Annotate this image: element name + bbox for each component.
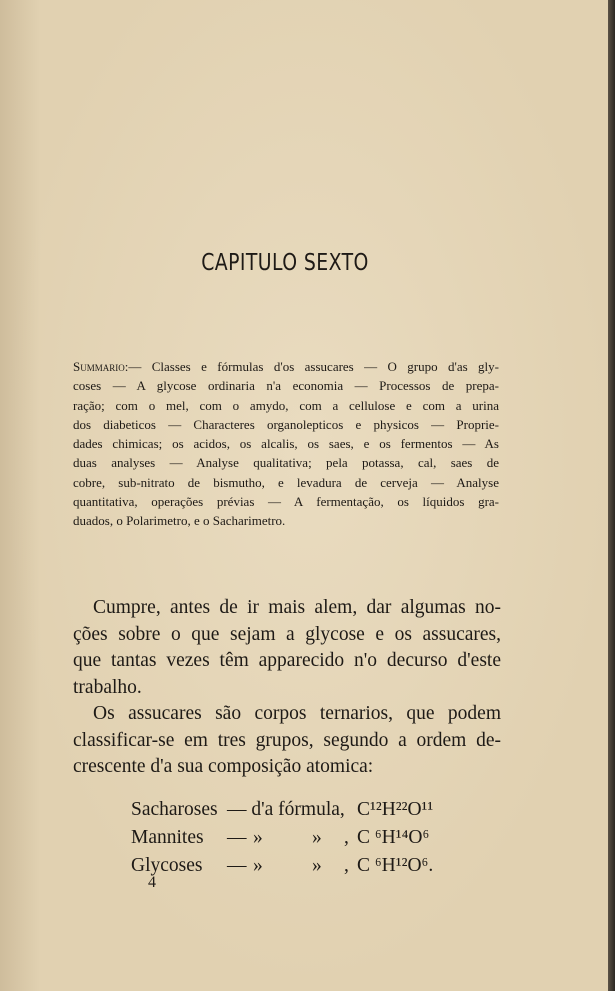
paragraph1-line: que tantas vezes têm apparecido n'o decurso d'este xyxy=(73,650,501,671)
summary-line: coses — A glycose ordinaria n'a economia — Processos de prepa- xyxy=(73,378,499,394)
paragraph1-line: Cumpre, antes de ir mais alem, dar algumas no- xyxy=(93,597,501,618)
body-text xyxy=(73,595,501,781)
formula-name: Glycoses xyxy=(131,855,203,876)
summary-line: duados, o Polarimetro, e o Sacharimetro. xyxy=(73,513,286,529)
formula-ditto: » xyxy=(312,827,322,848)
summary-line: dos diabeticos — Characteres organolepticos e physicos — Proprie- xyxy=(73,416,499,432)
summary-line: ração; com o mel, com o amydo, com a cellulose e com a urina xyxy=(73,397,499,413)
formula-ditto: » xyxy=(312,855,322,876)
paragraph1-line: ções sobre o que sejam a glycose e os assucares, xyxy=(73,623,501,645)
formula-dash: — xyxy=(227,827,247,848)
formula-chemical: C¹²H²²O¹¹ xyxy=(357,799,434,820)
paragraph1-line: trabalho. xyxy=(73,676,142,698)
paragraph2-line: classificar-se em tres grupos, segundo a ordem de- xyxy=(73,729,501,751)
formula-ditto: » xyxy=(253,827,263,848)
summary-line: dades chimicas; os acidos, os alcalis, os saes, e os fermentos — As xyxy=(73,436,499,452)
formula-comma: , xyxy=(344,855,349,876)
summary-line: duas analyses — Analyse qualitativa; pela potassa, cal, saes de xyxy=(73,455,499,471)
formula-chemical: C ⁶H¹⁴O⁶ xyxy=(357,827,430,848)
formula-dash: — xyxy=(227,855,247,876)
summary-label: Summario: xyxy=(73,359,129,374)
paragraph2-line: Os assucares são corpos ternarios, que podem xyxy=(93,703,501,724)
paragraph2-line: crescente d'a sua composição atomica: xyxy=(73,756,374,777)
chapter-title: CAPITULO SEXTO xyxy=(201,250,369,276)
formula-chemical: C ⁶H¹²O⁶. xyxy=(357,855,434,876)
page-edge-shadow xyxy=(608,0,615,991)
page-number: 4 xyxy=(148,874,156,891)
formula-name: Mannites xyxy=(131,827,204,848)
summary-line: cobre, sub-nitrato de bismutho, e levadura de cerveja — Analyse xyxy=(73,474,499,490)
formula-comma: , xyxy=(344,827,349,848)
chapter-summary xyxy=(73,357,499,531)
formula-desc: — d'a fórmula, xyxy=(227,799,345,820)
summary-line: Summario:— Classes e fórmulas d'os assucares — O grupo d'as gly- xyxy=(73,359,499,374)
formula-name: Sacharoses xyxy=(131,799,218,820)
formula-ditto: » xyxy=(253,855,263,876)
summary-line: quantitativa, operações prévias — A fermentação, os líquidos gra- xyxy=(73,494,499,510)
